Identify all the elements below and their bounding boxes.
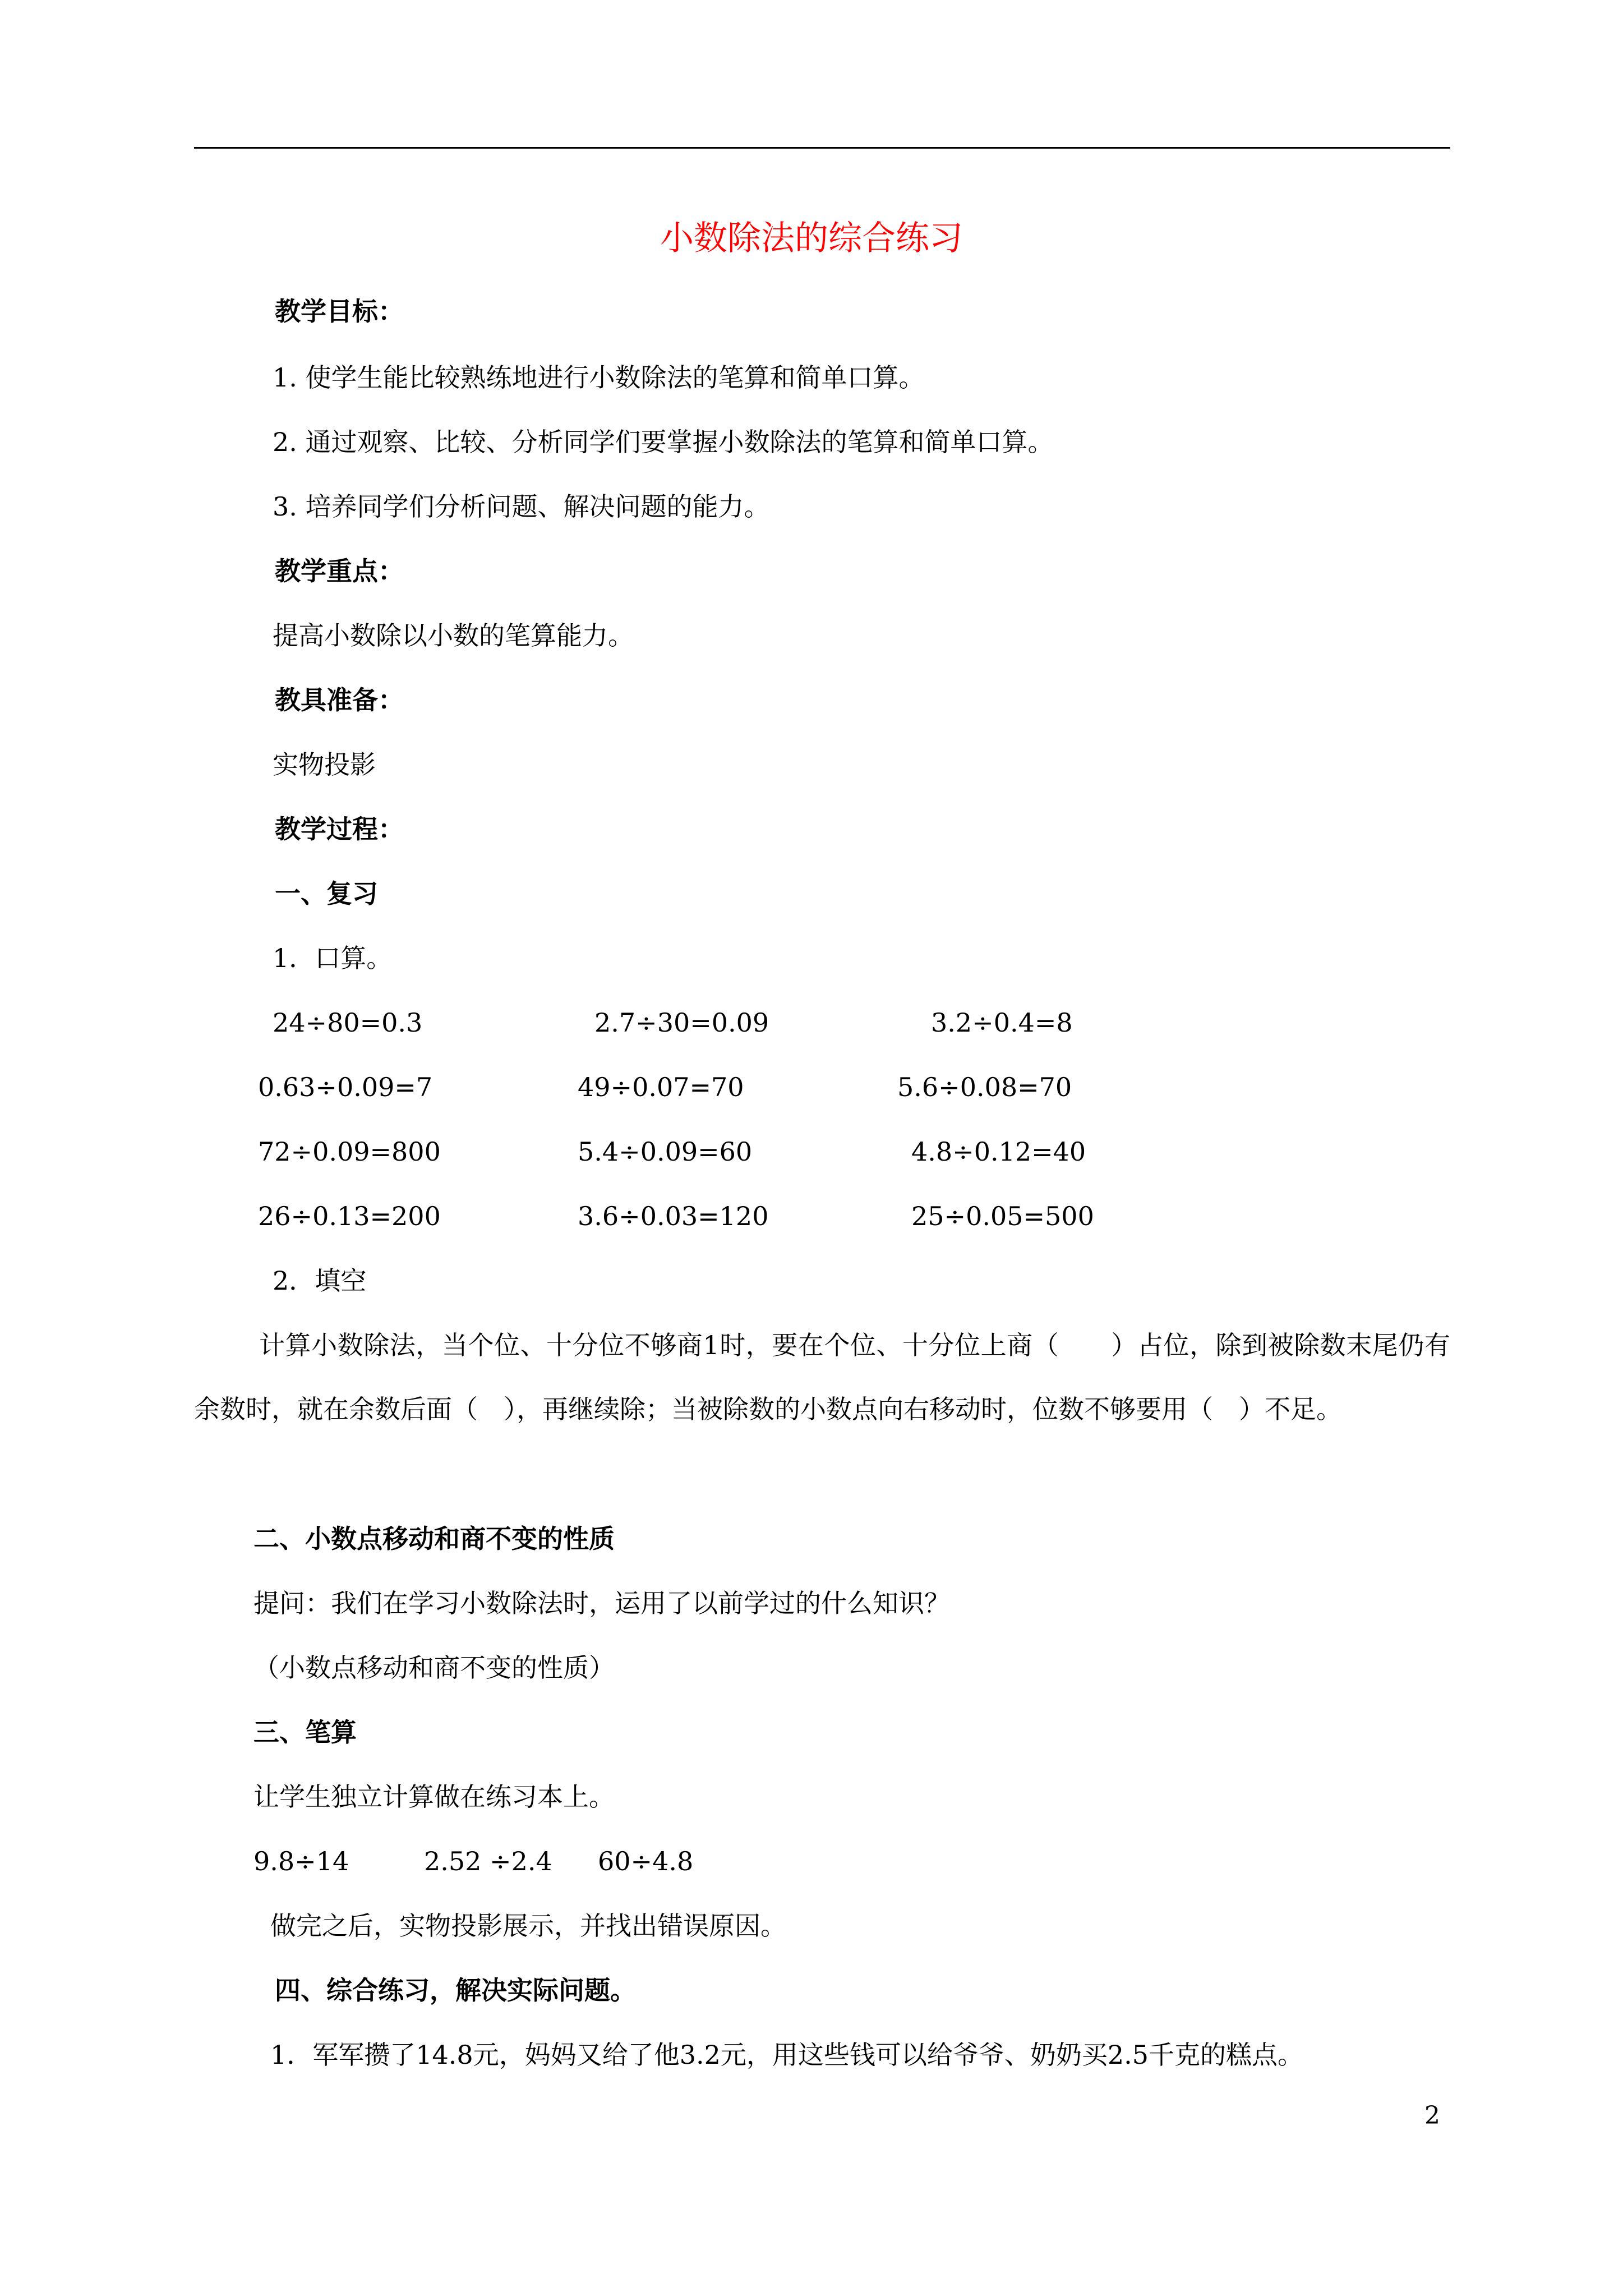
objective-item-2: 2. 通过观察、比较、分析同学们要掌握小数除法的笔算和简单口算。 <box>273 427 1054 457</box>
keypoint-text: 提高小数除以小数的笔算能力。 <box>273 620 634 651</box>
section-3-followup: 做完之后，实物投影展示，并找出错误原因。 <box>270 1911 786 1941</box>
oral-calc-item: 25÷0.05=500 <box>911 1201 1094 1231</box>
review-heading: 一、复习 <box>275 878 378 909</box>
page-number: 2 <box>1424 2101 1440 2130</box>
oral-calc-item: 72÷0.09=800 <box>258 1137 441 1167</box>
section-4-heading: 四、综合练习，解决实际问题。 <box>275 1975 636 2005</box>
header-rule <box>194 147 1450 149</box>
oral-calc-item: 49÷0.07=70 <box>578 1072 744 1102</box>
oral-calc-item: 5.4÷0.09=60 <box>578 1137 753 1167</box>
section-4-problem-1: 1．军军攒了14.8元，妈妈又给了他3.2元，用这些钱可以给爷爷、奶奶买2.5千克的糕点。 <box>270 2040 1303 2070</box>
oral-calc-item: 24÷80=0.3 <box>273 1007 423 1038</box>
oral-calc-item: 0.63÷0.09=7 <box>258 1072 433 1102</box>
section-2-question: 提问：我们在学习小数除法时，运用了以前学过的什么知识？ <box>253 1588 950 1618</box>
oral-calc-item: 2.7÷30=0.09 <box>594 1007 769 1038</box>
tools-heading: 教具准备： <box>275 685 404 715</box>
oral-calc-item: 26÷0.13=200 <box>258 1201 441 1231</box>
page-title: 小数除法的综合练习 <box>660 219 963 258</box>
section-3-instruction: 让学生独立计算做在练习本上。 <box>253 1782 615 1812</box>
oral-calc-item: 5.6÷0.08=70 <box>897 1072 1072 1102</box>
keypoint-heading: 教学重点： <box>275 556 404 586</box>
written-exercise: 9.8÷14 <box>253 1846 349 1876</box>
written-exercise: 60÷4.8 <box>598 1846 694 1876</box>
objective-item-3: 3. 培养同学们分析问题、解决问题的能力。 <box>273 491 770 522</box>
tools-text: 实物投影 <box>273 749 376 780</box>
oral-calc-item: 3.6÷0.03=120 <box>578 1201 769 1231</box>
fill-blank-label: 2．填空 <box>273 1266 367 1296</box>
oral-calc-label: 1．口算。 <box>273 943 393 973</box>
oral-calc-item: 3.2÷0.4=8 <box>931 1007 1073 1038</box>
process-heading: 教学过程： <box>275 814 404 844</box>
written-exercise: 2.52 ÷2.4 <box>424 1846 552 1876</box>
section-3-heading: 三、笔算 <box>253 1717 357 1747</box>
oral-calc-item: 4.8÷0.12=40 <box>911 1137 1086 1167</box>
objectives-heading: 教学目标： <box>275 296 404 326</box>
objective-item-1: 1. 使学生能比较熟练地进行小数除法的笔算和简单口算。 <box>273 362 925 393</box>
fill-blank-text: 计算小数除法，当个位、十分位不够商1时，要在个位、十分位上商（ ）占位，除到被除数末尾仍有余数时，就在余数后面（ ），再继续除；当被除数的小数点向右移动时，位数不够要用（ ）不足。 <box>194 1330 1450 1424</box>
section-2-answer: （小数点移动和商不变的性质） <box>253 1653 615 1683</box>
section-2-heading: 二、小数点移动和商不变的性质 <box>253 1524 615 1554</box>
